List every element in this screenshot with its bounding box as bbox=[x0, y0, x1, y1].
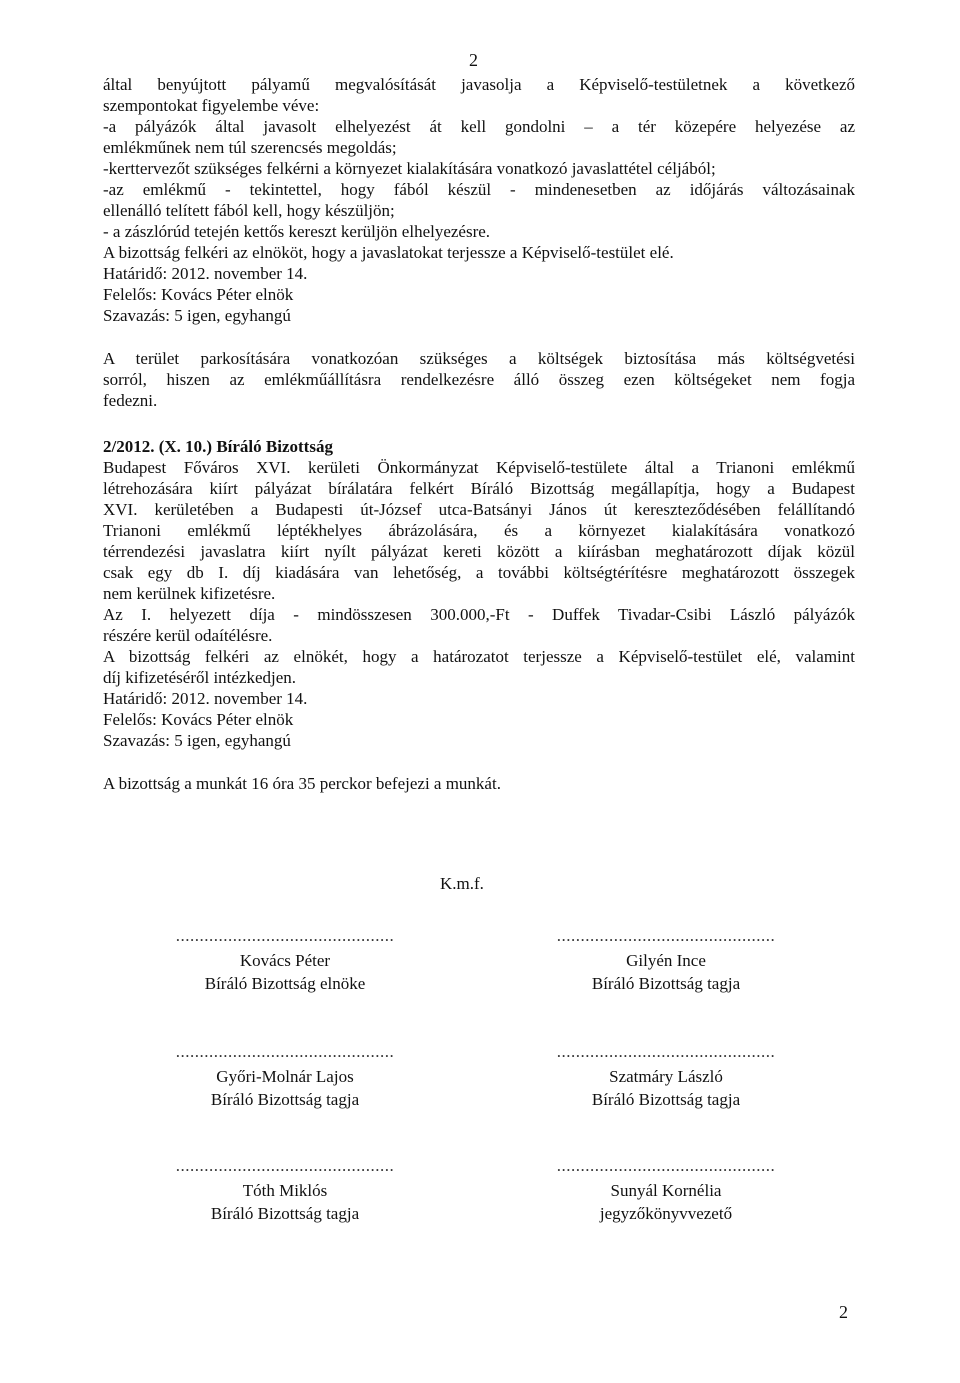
signatory-role: Bíráló Bizottság tagja bbox=[591, 974, 741, 993]
text-line: A bizottság felkéri az elnökét, hogy a határozatot terjessze a Képviselő-testület elé, valamint bbox=[103, 647, 855, 666]
responsible-line: Felelős: Kovács Péter elnök bbox=[103, 285, 294, 304]
resolution-heading bbox=[103, 436, 855, 457]
text-line: sorról, hiszen az emlékműállításra rendelkezésre álló összeg ezen költségeket nem fogja bbox=[103, 370, 855, 389]
signatory-name: Szatmáry László bbox=[609, 1067, 723, 1086]
signature-line: .............................................. bbox=[556, 1156, 776, 1175]
closing-statement: A bizottság a munkát 16 óra 35 perckor befejezi a munkát. bbox=[103, 774, 501, 793]
text-line: - a zászlórúd tetején kettős kereszt kerüljön elhelyezésre. bbox=[103, 222, 491, 241]
resolution-number: 2/2012. (X. 10.) bbox=[103, 437, 213, 456]
text-line: -kerttervezőt szükséges felkérni a környezet kialakítására vonatkozó javaslattétel céljából; bbox=[103, 159, 716, 178]
signatory-name: Gilyén Ince bbox=[626, 951, 706, 970]
text-line: Az I. helyezett díja - mindösszesen 300.000,-Ft - Duffek Tivadar-Csibi László pályázók bbox=[103, 605, 855, 624]
text-line: XVI. kerületében a Budapesti út-József utca-Batsányi János út kereszteződésében felállítandó bbox=[103, 500, 855, 519]
park-cost-paragraph bbox=[103, 348, 855, 411]
page-number-top: 2 bbox=[469, 50, 478, 70]
signature-line: .............................................. bbox=[556, 1042, 776, 1061]
text-line: részére kerül odaítélésre. bbox=[103, 626, 273, 645]
signatory-role: Bíráló Bizottság tagja bbox=[210, 1204, 360, 1223]
deadline-line: Határidő: 2012. november 14. bbox=[103, 689, 308, 708]
responsible-line: Felelős: Kovács Péter elnök bbox=[103, 710, 294, 729]
signature-line: .............................................. bbox=[175, 926, 395, 945]
vote-line: Szavazás: 5 igen, egyhangú bbox=[103, 306, 291, 325]
text-line: fedezni. bbox=[103, 391, 158, 410]
text-line: -a pályázók által javasolt elhelyezést át kell gondolni – a tér közepére helyezése az bbox=[103, 117, 855, 136]
signature-block bbox=[135, 1040, 435, 1111]
recommendation-paragraph bbox=[103, 74, 855, 326]
text-line: által benyújtott pályamű megvalósítását javasolja a Képviselő-testületnek a következő bbox=[103, 75, 855, 94]
signature-line: .............................................. bbox=[556, 926, 776, 945]
page-number-bottom: 2 bbox=[839, 1302, 848, 1322]
signature-block bbox=[135, 1154, 435, 1225]
text-line: A terület parkosítására vonatkozóan szükséges a költségek biztosítása más költségvetési bbox=[103, 349, 855, 368]
signature-block bbox=[135, 924, 435, 995]
text-line: ellenálló telített fából kell, hogy készüljön; bbox=[103, 201, 395, 220]
text-line: szempontokat figyelembe véve: bbox=[103, 96, 320, 115]
vote-line: Szavazás: 5 igen, egyhangú bbox=[103, 731, 291, 750]
text-line: A bizottság felkéri az elnököt, hogy a javaslatokat terjessze a Képviselő-testület elé. bbox=[103, 243, 674, 262]
text-line: Budapest Főváros XVI. kerületi Önkormányzat Képviselő-testülete által a Trianoni emlékmű bbox=[103, 458, 855, 477]
text-line: díj kifizetéséről intézkedjen. bbox=[103, 668, 297, 687]
signatory-name: Tóth Miklós bbox=[242, 1181, 328, 1200]
signature-line: .............................................. bbox=[175, 1042, 395, 1061]
resolution-block bbox=[103, 436, 855, 751]
text-line: nem kerülnek kifizetésre. bbox=[103, 584, 276, 603]
signature-line: .............................................. bbox=[175, 1156, 395, 1175]
text-line: csak egy db I. díj kiadására van lehetőség, a további költségtérítésre meghatározott összegek bbox=[103, 563, 855, 582]
signatory-role: Bíráló Bizottság tagja bbox=[591, 1090, 741, 1109]
signature-block bbox=[516, 1040, 816, 1111]
signatory-name: Kovács Péter bbox=[239, 951, 331, 970]
text-line: létrehozására kiírt pályázat bírálatára felkért Bíráló Bizottság megállapítja, hogy a Budapest bbox=[103, 479, 855, 498]
signatory-role: jegyzőkönyvvezető bbox=[599, 1204, 733, 1223]
signatory-name: Sunyál Kornélia bbox=[610, 1181, 722, 1200]
resolution-body: Bíráló Bizottság bbox=[216, 437, 333, 456]
kmf-label: K.m.f. bbox=[440, 874, 484, 893]
signature-block bbox=[516, 924, 816, 995]
deadline-line: Határidő: 2012. november 14. bbox=[103, 264, 308, 283]
text-line: Trianoni emlékmű léptékhelyes ábrázolására, és a környezet kialakítására vonatkozó bbox=[103, 521, 855, 540]
text-line: -az emlékmű - tekintettel, hogy fából készül - mindenesetben az időjárás változásainak bbox=[103, 180, 855, 199]
document-body bbox=[103, 74, 855, 794]
signatory-name: Győri-Molnár Lajos bbox=[216, 1067, 354, 1086]
signatory-role: Bíráló Bizottság tagja bbox=[210, 1090, 360, 1109]
signatory-role: Bíráló Bizottság elnöke bbox=[204, 974, 366, 993]
text-line: térrendezési javaslatra kiírt nyílt pályázat kereti között a kiírásban meghatározott díjak közül bbox=[103, 542, 855, 561]
text-line: emlékműnek nem túl szerencsés megoldás; bbox=[103, 138, 397, 157]
signature-block bbox=[516, 1154, 816, 1225]
